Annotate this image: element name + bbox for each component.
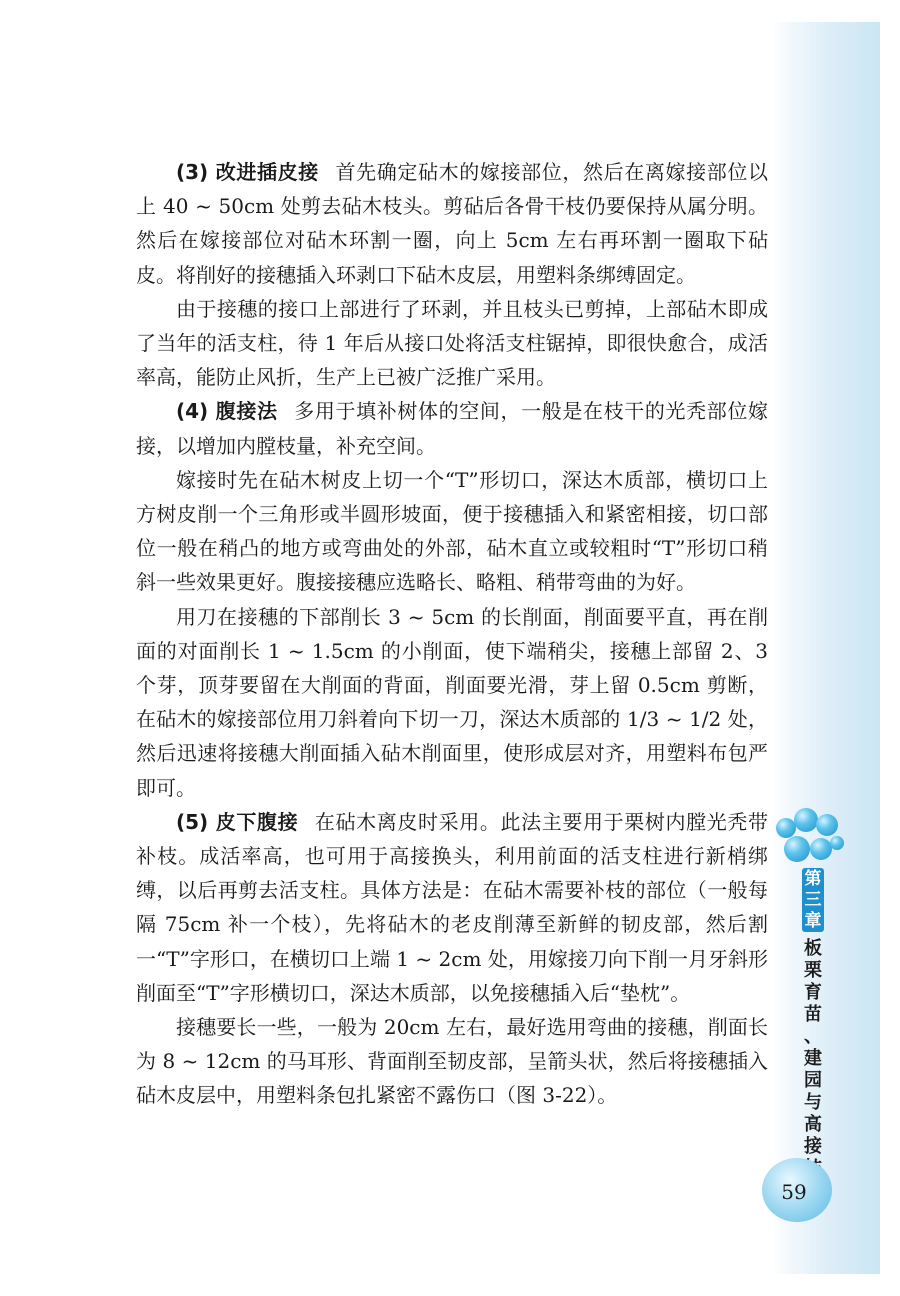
margin-color-band	[772, 22, 880, 1274]
chapter-title-char: 板	[804, 938, 822, 959]
paragraph	[136, 1010, 768, 1113]
paragraph-text: 嫁接时先在砧木树皮上切一个“T”形切口，深达木质部，横切口上方树皮削一个三角形或半圆形坡面，便于接穗插入和紧密相接，切口部位一般在稍凸的地方或弯曲处的外部，砧木直立或较粗时“T”形切口稍斜一些效果更好。腹接接穗应选略长、略粗、稍带弯曲的为好。	[136, 467, 768, 595]
chapter-title-char: 、	[804, 1026, 822, 1047]
chapter-title-char: 苗	[804, 1004, 822, 1025]
paragraph-text: 在砧木离皮时采用。此法主要用于栗树内膛光秃带补枝。成活率高，也可用于高接换头，利用前面的活支柱进行新梢绑缚，以后再剪去活支柱。具体方法是：在砧木需要补枝的部位（一般每隔 75cm 补一个枝），先将砧木的老皮削薄至新鲜的韧皮部，然后割一“T”字形口，在横切口上端 1 ~ 2cm 处，用嫁接刀向下削一月牙斜形削面至“T”字形横切口，深达木质部，以免接穗插入后“垫枕”。	[136, 809, 768, 1005]
paragraph	[136, 394, 768, 462]
paragraph-text: 由于接穗的接口上部进行了环剥，并且枝头已剪掉，上部砧木即成了当年的活支柱，待 1 年后从接口处将活支柱锯掉，即很快愈合，成活率高，能防止风折，生产上已被广泛推广采用。	[136, 296, 768, 390]
chapter-title-char: 接	[804, 1136, 822, 1157]
paragraph-text: 首先确定砧木的嫁接部位，然后在离嫁接部位以上 40 ~ 50cm 处剪去砧木枝头。剪砧后各骨干枝仍要保持从属分明。然后在嫁接部位对砧木环割一圈，向上 5cm 左右再环割一圈取下砧皮。将削好的接穗插入环剥口下砧木皮层，用塑料条绑缚固定。	[136, 160, 768, 287]
paragraph	[136, 600, 768, 805]
chapter-title-char: 园	[804, 1070, 822, 1091]
section-heading: (3) 改进插皮接	[176, 160, 319, 184]
paragraph-text: 接穗要长一些，一般为 20cm 左右，最好选用弯曲的接穗，削面长为 8 ~ 12cm 的马耳形、背面削至韧皮部，呈箭头状，然后将接穗插入砧木皮层中，用塑料条包扎紧密不露伤口（图 3-22）。	[136, 1015, 768, 1108]
section-heading: (5) 皮下腹接	[176, 809, 299, 834]
decorative-bubbles-icon	[770, 808, 845, 870]
chapter-tag	[802, 868, 824, 932]
chapter-title-char: 建	[804, 1048, 822, 1069]
chapter-title-char: 与	[804, 1092, 822, 1113]
page-number: 59	[781, 1180, 807, 1204]
paragraph	[136, 463, 768, 600]
chapter-title-char: 栗	[804, 960, 822, 981]
section-heading: (4) 腹接法	[176, 399, 278, 424]
chapter-tag-char: 三	[804, 889, 822, 910]
chapter-title-char: 高	[804, 1114, 822, 1135]
chapter-title-char: 育	[804, 982, 822, 1003]
paragraph	[136, 155, 768, 292]
paragraph	[136, 292, 768, 395]
paragraph	[136, 805, 768, 1010]
body-text	[136, 155, 768, 1113]
chapter-tag-char: 第	[804, 868, 822, 889]
paragraph-text: 多用于填补树体的空间，一般是在枝干的光秃部位嫁接，以增加内膛枝量，补充空间。	[136, 399, 768, 458]
chapter-tag-char: 章	[804, 910, 822, 931]
paragraph-text: 用刀在接穗的下部削长 3 ~ 5cm 的长削面，削面要平直，再在削面的对面削长 1 ~ 1.5cm 的小削面，使下端稍尖，接穗上部留 2、3 个芽，顶芽要留在大削面的背面，削面要光滑，芽上留 0.5cm 剪断，在砧木的嫁接部位用刀斜着向下切一刀，深达木质部的 1/3 ~ 1/2 处，然后迅速将接穗大削面插入砧木削面里，使形成层对齐，用塑料布包严即可。	[136, 604, 768, 800]
